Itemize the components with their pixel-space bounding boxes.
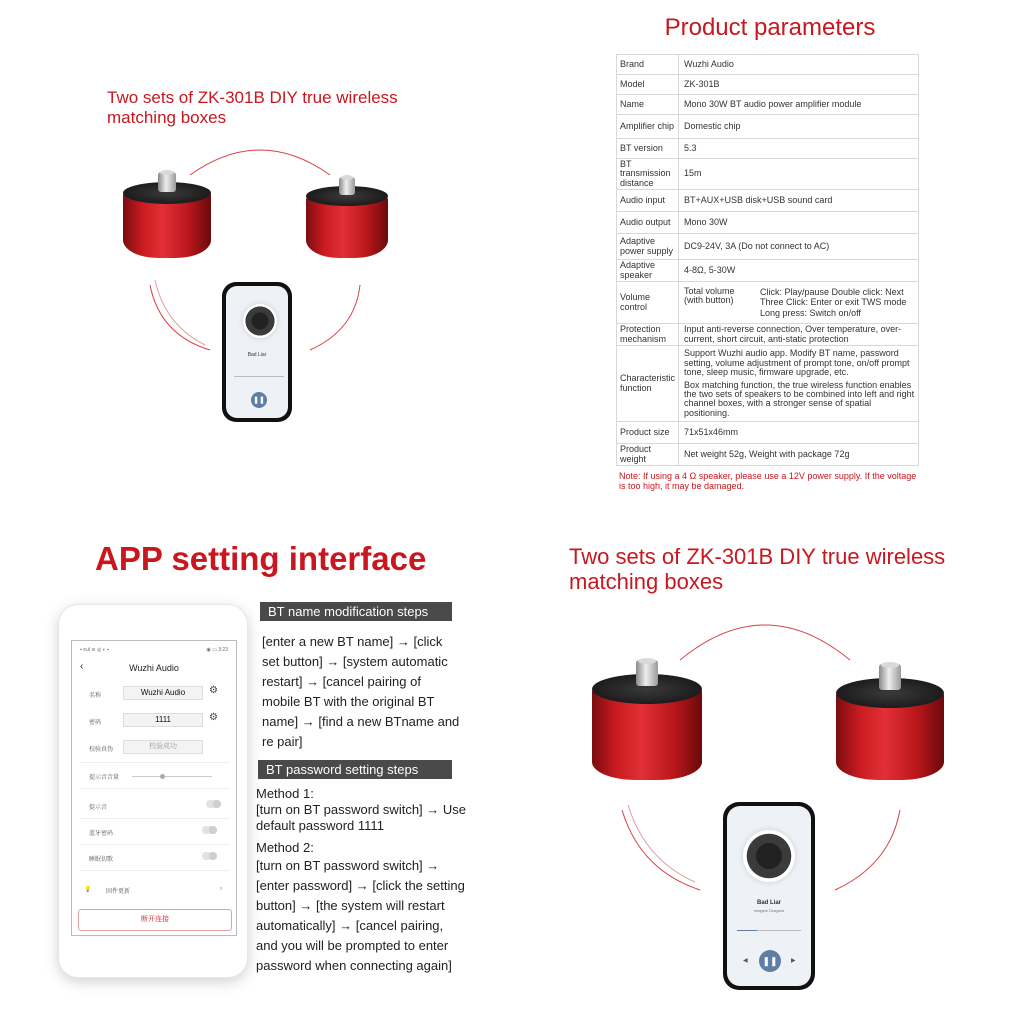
lightbulb-icon: 💡 bbox=[84, 887, 92, 893]
play-pause-button: ❚❚ bbox=[759, 950, 781, 972]
prompt-volume-label: 提示音音量 bbox=[89, 775, 120, 781]
spec-key: Product weight bbox=[617, 444, 679, 466]
speaker-left-bottom bbox=[592, 668, 702, 780]
previous-icon: ◀ bbox=[743, 958, 748, 964]
name-label: 名称 bbox=[89, 693, 102, 699]
prompt-tone-toggle[interactable] bbox=[206, 800, 221, 808]
song-title: Bad Liar bbox=[247, 352, 267, 358]
prompt-tone-label: 提示音 bbox=[89, 805, 108, 811]
next-icon: ▶ bbox=[791, 958, 796, 964]
spec-key: Protection mechanism bbox=[617, 324, 679, 346]
bottom-caption: Two sets of ZK-301B DIY true wireless matching boxes bbox=[569, 544, 946, 595]
spec-key: Audio output bbox=[617, 212, 679, 234]
status-bar-left: ▪ ≡ul ≋ ◎ ◐ ▪ bbox=[80, 647, 109, 653]
back-arrow-icon[interactable]: ‹ bbox=[80, 661, 84, 672]
volume-control-left: Total volume (with button) bbox=[684, 285, 735, 306]
app-screen bbox=[71, 640, 237, 936]
bt-name-steps-heading: BT name modification steps bbox=[260, 602, 452, 621]
spec-key: Amplifier chip bbox=[617, 115, 679, 139]
spec-value: Mono 30W bbox=[679, 212, 919, 234]
row-verify bbox=[72, 737, 236, 761]
spec-key: Volume control bbox=[617, 282, 679, 324]
row-sleep-music bbox=[72, 847, 236, 871]
row-prompt-tone bbox=[72, 795, 236, 819]
spec-key: Name bbox=[617, 95, 679, 115]
top-caption: Two sets of ZK-301B DIY true wireless matching boxes bbox=[107, 88, 398, 127]
bt-password-steps-heading: BT password setting steps bbox=[258, 760, 452, 779]
spec-key: Model bbox=[617, 75, 679, 95]
params-title: Product parameters bbox=[664, 14, 876, 41]
spec-key: BT transmission distance bbox=[617, 159, 679, 190]
volume-control-line: Click: Play/pause Double click: Next bbox=[760, 286, 904, 297]
row-firmware-update[interactable] bbox=[72, 879, 236, 903]
spec-value: Domestic chip bbox=[679, 115, 919, 139]
volume-control-line: Three Click: Enter or exit TWS mode bbox=[760, 297, 907, 308]
characteristic-text-1: Support Wuzhi audio app. Modify BT name, password setting, volume adjustment of prompt tone, on/off prompt tone, sleep music, firmware upgrade, etc. bbox=[684, 348, 910, 378]
method-1 bbox=[256, 786, 468, 834]
spec-value: 71x51x46mm bbox=[679, 422, 919, 444]
status-bar-right: ◉ ▭ 3:23 bbox=[206, 647, 228, 653]
firmware-update-label: 固件更新 bbox=[106, 889, 131, 895]
method-2-title: Method 2: bbox=[256, 840, 314, 855]
spec-value: Mono 30W BT audio power amplifier module bbox=[679, 95, 919, 115]
play-pause-button: ❚❚ bbox=[251, 392, 267, 408]
row-prompt-volume bbox=[72, 765, 236, 789]
chevron-right-icon: › bbox=[220, 886, 222, 892]
disconnect-button[interactable]: 断开连接 bbox=[78, 909, 232, 931]
bt-password-switch-label: 蓝牙密码 bbox=[89, 831, 114, 837]
spec-key: Adaptive power supply bbox=[617, 234, 679, 260]
spec-value: 15m bbox=[679, 159, 919, 190]
song-title: Bad Liar bbox=[756, 900, 781, 906]
spec-value: 5.3 bbox=[679, 139, 919, 159]
row-bt-name bbox=[72, 683, 236, 707]
characteristic-text-2: Box matching function, the true wireless function enables the two sets of speakers to be combined into left and right channel boxes, with a stronger sense of spatial positioning. bbox=[684, 379, 915, 418]
verify-status: 校验成功 bbox=[123, 740, 203, 754]
spec-note: Note: If using a 4 Ω speaker, please use a 12V power supply. If the voltage is too high, it may be damaged. bbox=[619, 471, 917, 492]
spec-value: BT+AUX+USB disk+USB sound card bbox=[679, 190, 919, 212]
bt-name-steps-text: [enter a new BT name] → [click set button] → [system automatic restart] → [cancel pairing of mobile BT with the original BT name] → [find a new BTname and re pair] bbox=[262, 634, 460, 749]
prompt-volume-slider[interactable] bbox=[132, 776, 212, 777]
bt-name-input[interactable]: Wuzhi Audio bbox=[123, 686, 203, 700]
spec-key: BT version bbox=[617, 139, 679, 159]
spec-key: Characteristic function bbox=[617, 346, 679, 422]
song-artist: Imagine Dragons bbox=[753, 908, 785, 913]
method-2 bbox=[256, 840, 468, 976]
sleep-music-label: 睡眠切歌 bbox=[89, 857, 114, 863]
album-disc bbox=[743, 830, 795, 882]
phone-top bbox=[222, 282, 292, 422]
speaker-left-top bbox=[123, 178, 211, 258]
app-section-title: APP setting interface bbox=[95, 540, 427, 577]
spec-key: Brand bbox=[617, 55, 679, 75]
method-1-text: [turn on BT password switch] → Use default password 1111 bbox=[256, 802, 467, 833]
album-disc bbox=[243, 304, 277, 338]
spec-value: ZK-301B bbox=[679, 75, 919, 95]
bt-password-toggle[interactable] bbox=[202, 826, 217, 834]
spec-value: Net weight 52g, Weight with package 72g bbox=[679, 444, 919, 466]
method-2-text: [turn on BT password switch] → [enter password] → [click the setting button] → [the system will restart automatically] → [cancel pairing, and you will be prompted to enter password when connecting again] bbox=[256, 858, 465, 973]
spec-value: 4-8Ω, 5-30W bbox=[679, 260, 919, 282]
spec-key: Audio input bbox=[617, 190, 679, 212]
spec-table bbox=[616, 54, 919, 466]
password-label: 密码 bbox=[89, 720, 102, 726]
gear-icon[interactable]: ⚙ bbox=[209, 685, 218, 696]
spec-value: Wuzhi Audio bbox=[679, 55, 919, 75]
slider-handle[interactable] bbox=[160, 774, 165, 779]
speaker-right-top bbox=[306, 182, 388, 258]
gear-icon[interactable]: ⚙ bbox=[209, 712, 218, 723]
spec-key: Adaptive speaker bbox=[617, 260, 679, 282]
bt-password-input[interactable]: 1111 bbox=[123, 713, 203, 727]
speaker-right-bottom bbox=[836, 672, 944, 780]
sleep-music-toggle[interactable] bbox=[202, 852, 217, 860]
volume-control-line: Long press: Switch on/off bbox=[760, 308, 861, 319]
method-1-title: Method 1: bbox=[256, 786, 314, 801]
spec-key: Product size bbox=[617, 422, 679, 444]
spec-value: DC9-24V, 3A (Do not connect to AC) bbox=[679, 234, 919, 260]
row-bt-password bbox=[72, 710, 236, 734]
spec-value: Input anti-reverse connection, Over temperature, over-current, short circuit, anti-static protection bbox=[679, 324, 919, 346]
row-bt-password-switch bbox=[72, 821, 236, 845]
verify-label: 校验真伪 bbox=[89, 747, 114, 753]
app-header-title: Wuzhi Audio bbox=[129, 663, 179, 673]
phone-bottom bbox=[723, 802, 815, 990]
